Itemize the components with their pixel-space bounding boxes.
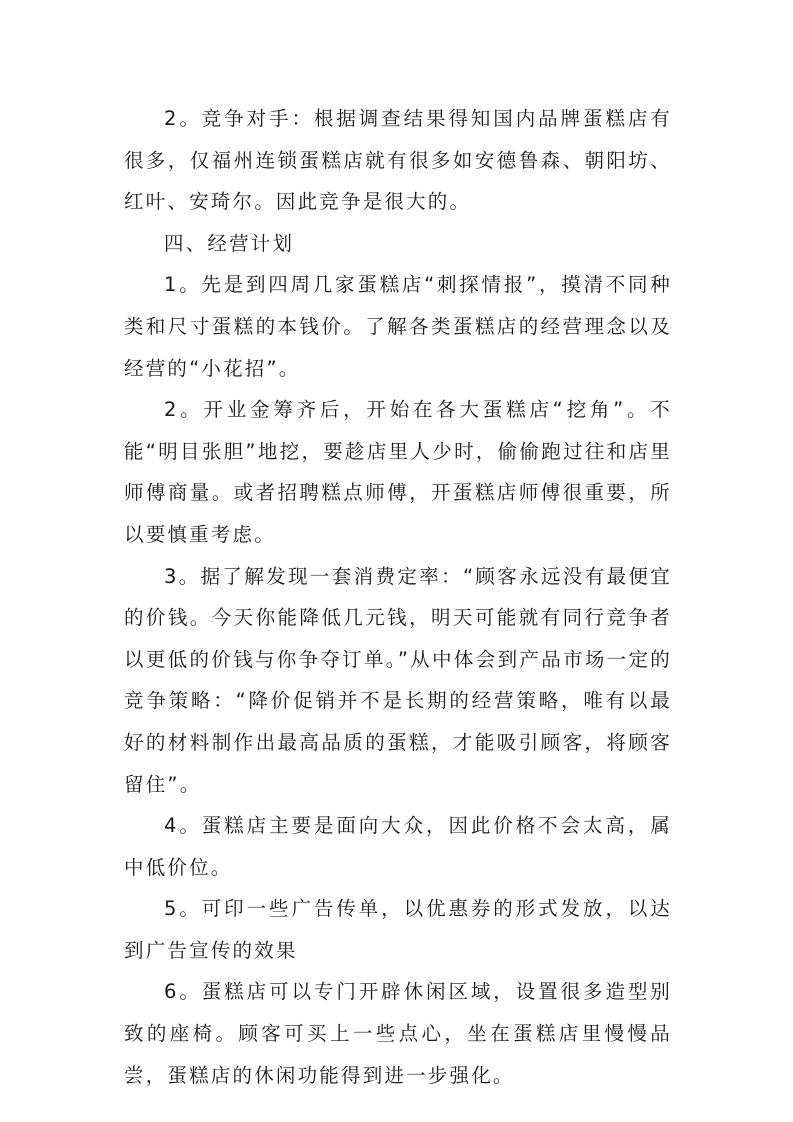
- paragraph-plan-6: 6。蛋糕店可以专门开辟休闲区域，设置很多造型别致的座椅。顾客可买上一些点心，坐在蛋糕店里慢慢品尝，蛋糕店的休闲功能得到进一步强化。: [124, 980, 672, 1087]
- paragraph-plan-5: 5。可印一些广告传单，以优惠券的形式发放，以达到广告宣传的效果: [124, 897, 672, 962]
- paragraph-plan-4: 4。蛋糕店主要是面向大众，因此价格不会太高，属中低价位。: [124, 814, 672, 879]
- paragraph-plan-2: 2。开业金筹齐后，开始在各大蛋糕店“挖角”。不能“明目张胆”地挖，要趁店里人少时，偷偷跑过往和店里师傅商量。或者招聘糕点师傅，开蛋糕店师傅很重要，所以要慎重考虑。: [124, 398, 672, 546]
- paragraph-plan-3: 3。据了解发现一套消费定率：“顾客永远没有最便宜的价钱。今天你能降低几元钱，明天可能就有同行竞争者以更低的价钱与你争夺订单。”从中体会到产品市场一定的竞争策略：“降价促销并不是长期的经营策略，唯有以最好的材料制作出最高品质的蛋糕，才能吸引顾客，将顾客留住”。: [124, 564, 672, 796]
- paragraph-plan-1: 1。先是到四周几家蛋糕店“刺探情报”，摸清不同种类和尺寸蛋糕的本钱价。了解各类蛋糕店的经营理念以及经营的“小花招”。: [124, 273, 672, 380]
- document-body: [124, 98, 672, 1096]
- section-heading-business-plan: 四、经营计划: [164, 231, 295, 255]
- paragraph-competitors: 2。竞争对手：根据调查结果得知国内品牌蛋糕店有很多，仅福州连锁蛋糕店就有很多如安德鲁森、朝阳坊、红叶、安琦尔。因此竞争是很大的。: [124, 107, 672, 214]
